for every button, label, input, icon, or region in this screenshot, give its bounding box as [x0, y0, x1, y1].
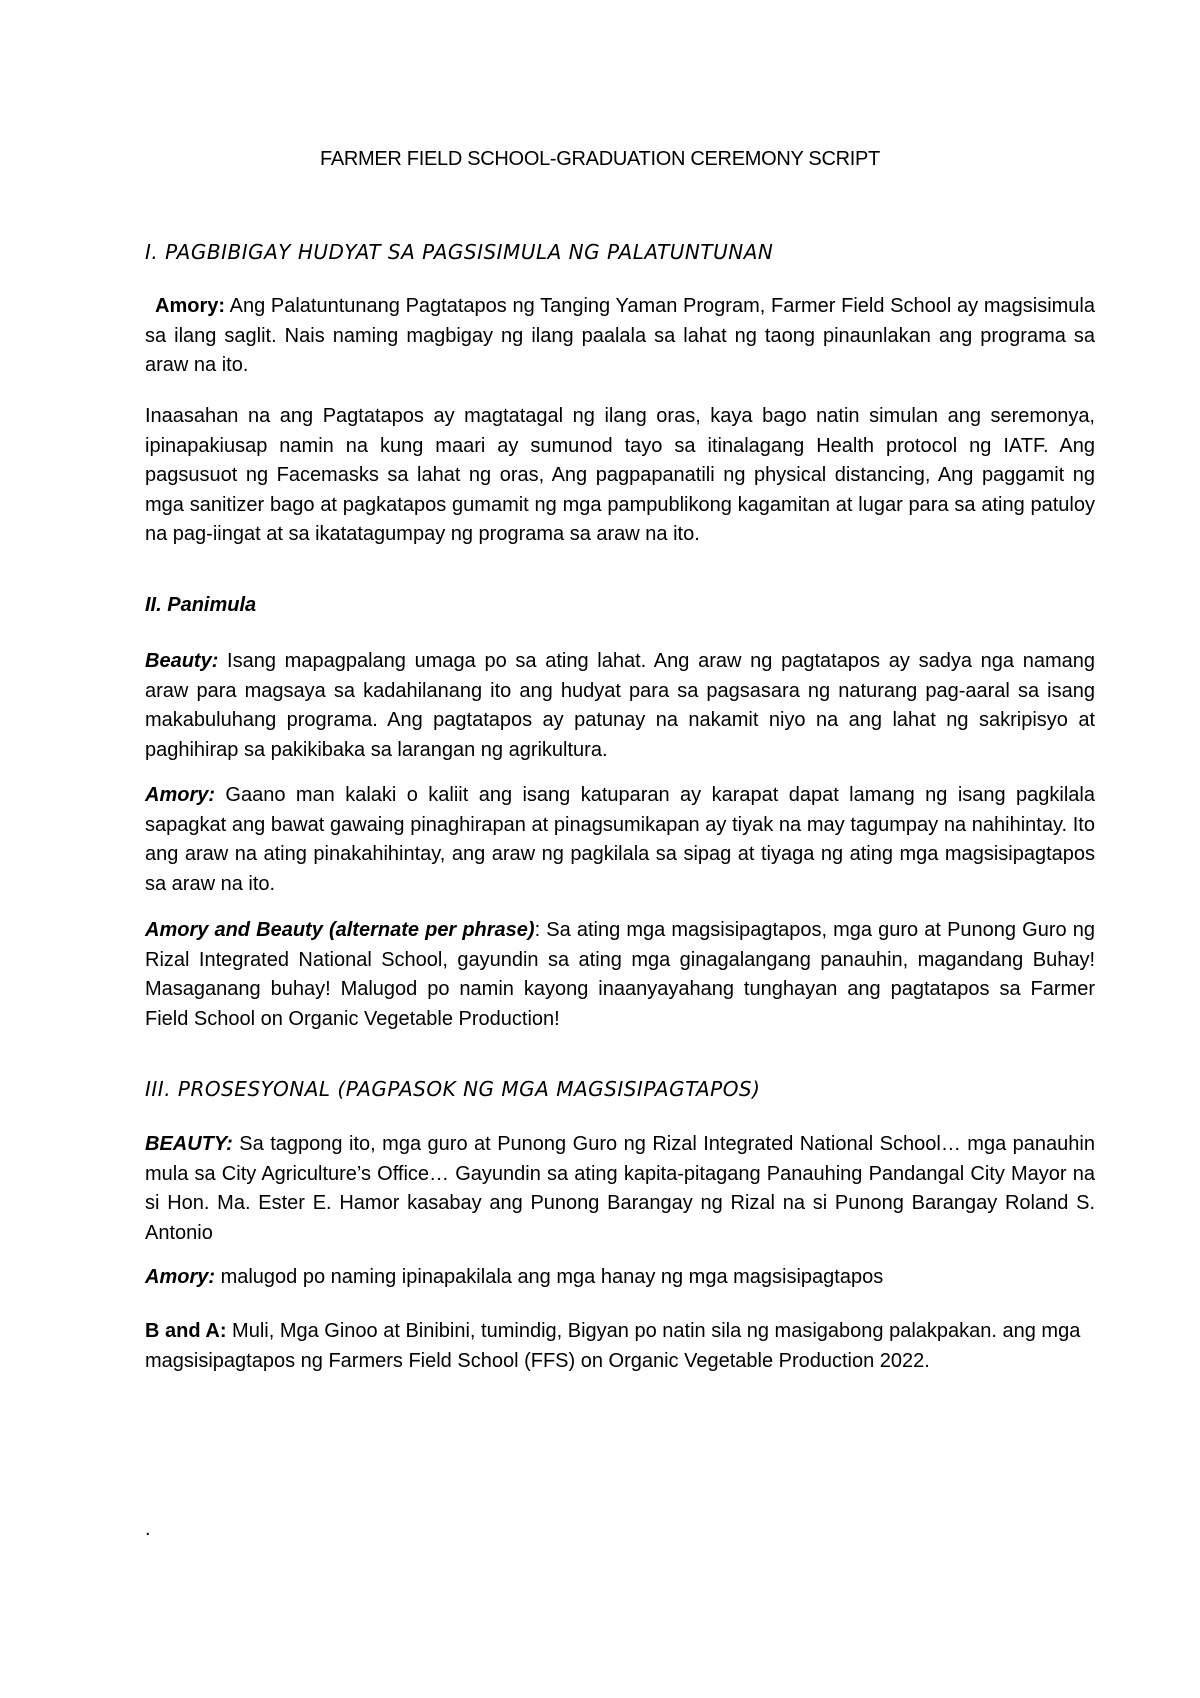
section-2-paragraph-2: [145, 781, 1095, 899]
section-3-paragraph-2: [145, 1263, 1095, 1293]
speaker-label: Amory:: [155, 295, 226, 317]
document-title: FARMER FIELD SCHOOL-GRADUATION CEREMONY SCRIPT: [320, 148, 880, 170]
paragraph-text: Ang Palatuntunang Pagtatapos ng Tanging Yaman Program, Farmer Field School ay magsisimula sa ilang saglit. Nais naming magbigay ng ilang paalala sa lahat ng taong pinaunlakan ang programa sa araw na ito.: [145, 295, 1095, 376]
section-2-paragraph-3: [145, 916, 1095, 1034]
section-1-paragraph-1: [145, 292, 1095, 381]
section-2-heading: II. Panimula: [145, 594, 257, 616]
paragraph-text: Sa tagpong ito, mga guro at Punong Guro ng Rizal Integrated National School… mga panauhin mula sa City Agriculture’s Office… Gayundin sa ating kapita-pitagang Panauhing Pandangal City Mayor na si Hon. Ma. Ester E. Hamor kasabay ang Punong Barangay ng Rizal na si Punong Barangay Roland S. Antonio: [145, 1133, 1095, 1244]
section-3-paragraph-3: [145, 1317, 1095, 1376]
paragraph-text: Gaano man kalaki o kaliit ang isang katuparan ay karapat dapat lamang ng isang pagkilala sapagkat ang bawat gawaing pinaghirapan at pinagsumikapan ay tiyak na may tagumpay na nahihintay. Ito ang araw na ating pinakahihintay, ang araw ng pagkilala sa sipag at tiyaga ng ating mga magsisipagtapos sa araw na ito.: [145, 784, 1095, 895]
speaker-label: B and A:: [145, 1320, 227, 1342]
speaker-label: Beauty:: [145, 650, 219, 672]
paragraph-text: Muli, Mga Ginoo at Binibini, tumindig, Bigyan po natin sila ng masigabong palakpakan. ang mga magsisipagtapos ng Farmers Field School (FFS) on Organic Vegetable Production 2022.: [145, 1320, 1081, 1372]
paragraph-text: malugod po naming ipinapakilala ang mga hanay ng mga magsisipagtapos: [215, 1266, 884, 1288]
section-1-paragraph-2: Inaasahan na ang Pagtatapos ay magtatagal ng ilang oras, kaya bago natin simulan ang seremonya, ipinapakiusap namin na kung maari ay sumunod tayo sa itinalagang Health protocol ng IATF. Ang pagsusuot ng Facemasks sa lahat ng oras, Ang pagpapanatili ng physical distancing, Ang paggamit ng mga sanitizer bago at pagkatapos gumamit ng mga pampublikong kagamitan at lugar para sa ating patuloy na pag-iingat at sa ikatatagumpay ng programa sa araw na ito.: [145, 405, 1095, 545]
speaker-label: Amory:: [145, 1266, 216, 1288]
section-3-paragraph-1: [145, 1130, 1095, 1248]
paragraph-text: Isang mapagpalang umaga po sa ating lahat. Ang araw ng pagtatapos ay sadya nga namang araw para magsaya sa kadahilanang ito ang hudyat para sa pagsasara ng naturang pag-aaral sa isang makabuluhang programa. Ang pagtatapos ay patunay na nakamit niyo na ang lahat ng sakripisyo at paghihirap sa pakikibaka sa larangan ng agrikultura.: [145, 650, 1095, 761]
section-1-heading: I. PAGBIBIGAY HUDYAT SA PAGSISIMULA NG PALATUNTUNAN: [145, 240, 774, 264]
speaker-label: Amory:: [145, 784, 216, 806]
paragraph-text: : Sa ating mga magsisipagtapos, mga guro at Punong Guro ng Rizal Integrated National School, gayundin sa ating mga ginagalangang panauhin, magandang Buhay! Masaganang buhay! Malugod po namin kayong inaanyayahang tunghayan ang pagtatapos sa Farmer Field School on Organic Vegetable Production!: [145, 919, 1095, 1030]
speaker-label: Amory and Beauty (alternate per phrase): [145, 919, 535, 941]
trailing-mark: .: [145, 1518, 151, 1540]
section-3-heading: III. PROSESYONAL (PAGPASOK NG MGA MAGSISIPAGTAPOS): [145, 1077, 761, 1101]
section-2-paragraph-1: [145, 647, 1095, 765]
speaker-label: BEAUTY:: [145, 1133, 233, 1155]
